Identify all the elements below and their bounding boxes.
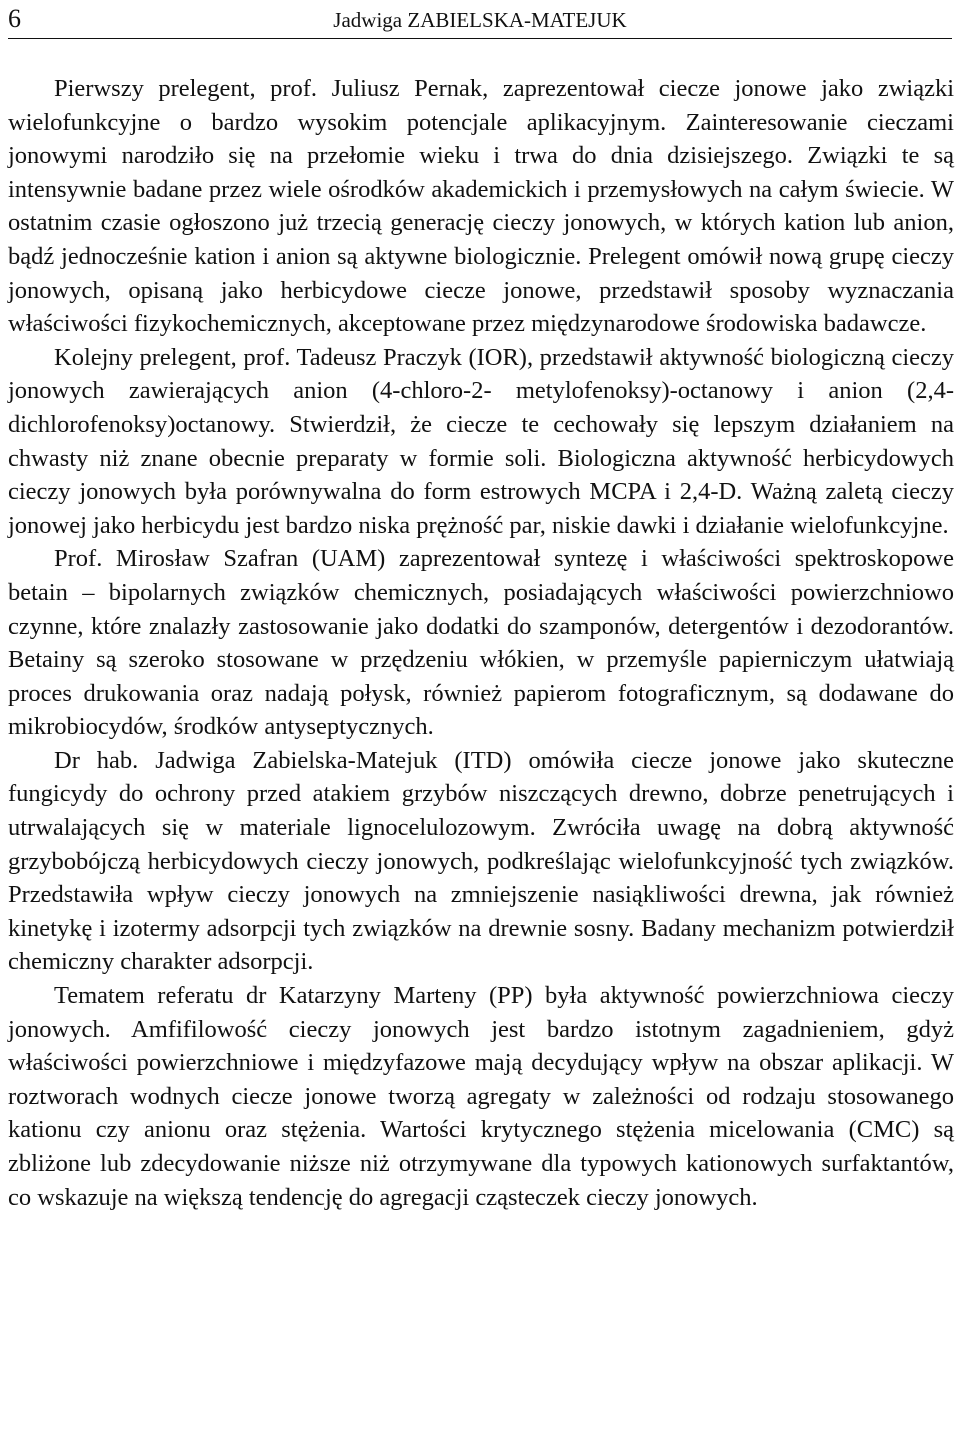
page-number: 6 xyxy=(8,4,21,33)
paragraph-zabielska-matejuk: Dr hab. Jadwiga Zabielska-Matejuk (ITD) omówiła ciecze jonowe jako skuteczne fungicydy do ochrony przed atakiem grzybów niszczących drewno, dobrze penetrujących i utrwalających się w materiale lignocelulozowym. Zwróciła uwagę na dobrą aktywność grzybobójczą herbicydowych cieczy jonowych, podkreślając wielofunkcyjność tych związków. Przedstawiła wpływ cieczy jonowych na zmniejszenie nasiąkliwości drewna, jak również kinetykę i izotermy adsorpcji tych związków na drewnie sosny. Badany mechanizm potwierdził chemiczny charakter adsorpcji. xyxy=(8,746,954,976)
paragraph-pernak: Pierwszy prelegent, prof. Juliusz Pernak, zaprezentował ciecze jonowe jako związki wielofunkcyjne o bardzo wysokim potencjale aplikacyjnym. Zainteresowanie cieczami jonowymi narodziło się na przełomie wieku i trwa do dnia dzisiejszego. Związki te są intensywnie badane przez wiele ośrodków akademickich i przemysłowych na całym świecie. W ostatnim czasie ogłoszono już trzecią generację cieczy jonowych, w których kation lub anion, bądź jednocześnie kation i anion są aktywne biologicznie. Prelegent omówił nową grupę cieczy jonowych, opisaną jako herbicydowe ciecze jonowe, przedstawił sposoby wyznaczania właściwości fizykochemicznych, akceptowane przez międzynarodowe środowiska badawcze. xyxy=(8,75,954,338)
body-text xyxy=(8,72,954,1214)
page-header xyxy=(8,2,952,39)
paragraph-praczyk: Kolejny prelegent, prof. Tadeusz Praczyk (IOR), przedstawił aktywność biologiczną cieczy jonowych zawierających anion (4-chloro-2- metylofenoksy)-octanowy i anion (2,4-dichlorofenoksy)octanowy. Stwierdził, że ciecze te cechowały się lepszym działaniem na chwasty niż znane obecnie preparaty w formie soli. Biologiczna aktywność herbicydowych cieczy jonowych była porównywalna do form estrowych MCPA i 2,4-D. Ważną zaletą cieczy jonowej jako herbicydu jest bardzo niska prężność par, niskie dawki i działanie wielofunkcyjne. xyxy=(8,343,954,539)
paragraph-szafran: Prof. Mirosław Szafran (UAM) zaprezentował syntezę i właściwości spektroskopowe betain – bipolarnych związków chemicznych, posiadających właściwości powierzchniowo czynne, które znalazły zastosowanie jako dodatki do szamponów, detergentów i dezodorantów. Betainy są szeroko stosowane w przędzeniu włókien, w przemyśle papierniczym ułatwiają proces drukowania oraz nadają połysk, również papierom fotograficznym, są dodawane do mikrobiocydów, środków antyseptycznych. xyxy=(8,545,954,741)
paragraph-martena: Tematem referatu dr Katarzyny Marteny (PP) była aktywność powierzchniowa cieczy jonowych. Amfifilowość cieczy jonowych jest bardzo istotnym zagadnieniem, gdyż właściwości powierzchniowe i międzyfazowe mają decydujący wpływ na obszar aplikacji. W roztworach wodnych ciecze jonowe tworzą agregaty w zależności od rodzaju stosowanego kationu czy anionu oraz stężenia. Wartości krytycznego stężenia micelowania (CMC) są zbliżone lub zdecydowanie niższe niż otrzymywane dla typowych kationowych surfaktantów, co wskazuje na większą tendencję do agregacji cząsteczek cieczy jonowych. xyxy=(8,982,954,1211)
running-head: Jadwiga ZABIELSKA-MATEJUK xyxy=(333,8,627,32)
